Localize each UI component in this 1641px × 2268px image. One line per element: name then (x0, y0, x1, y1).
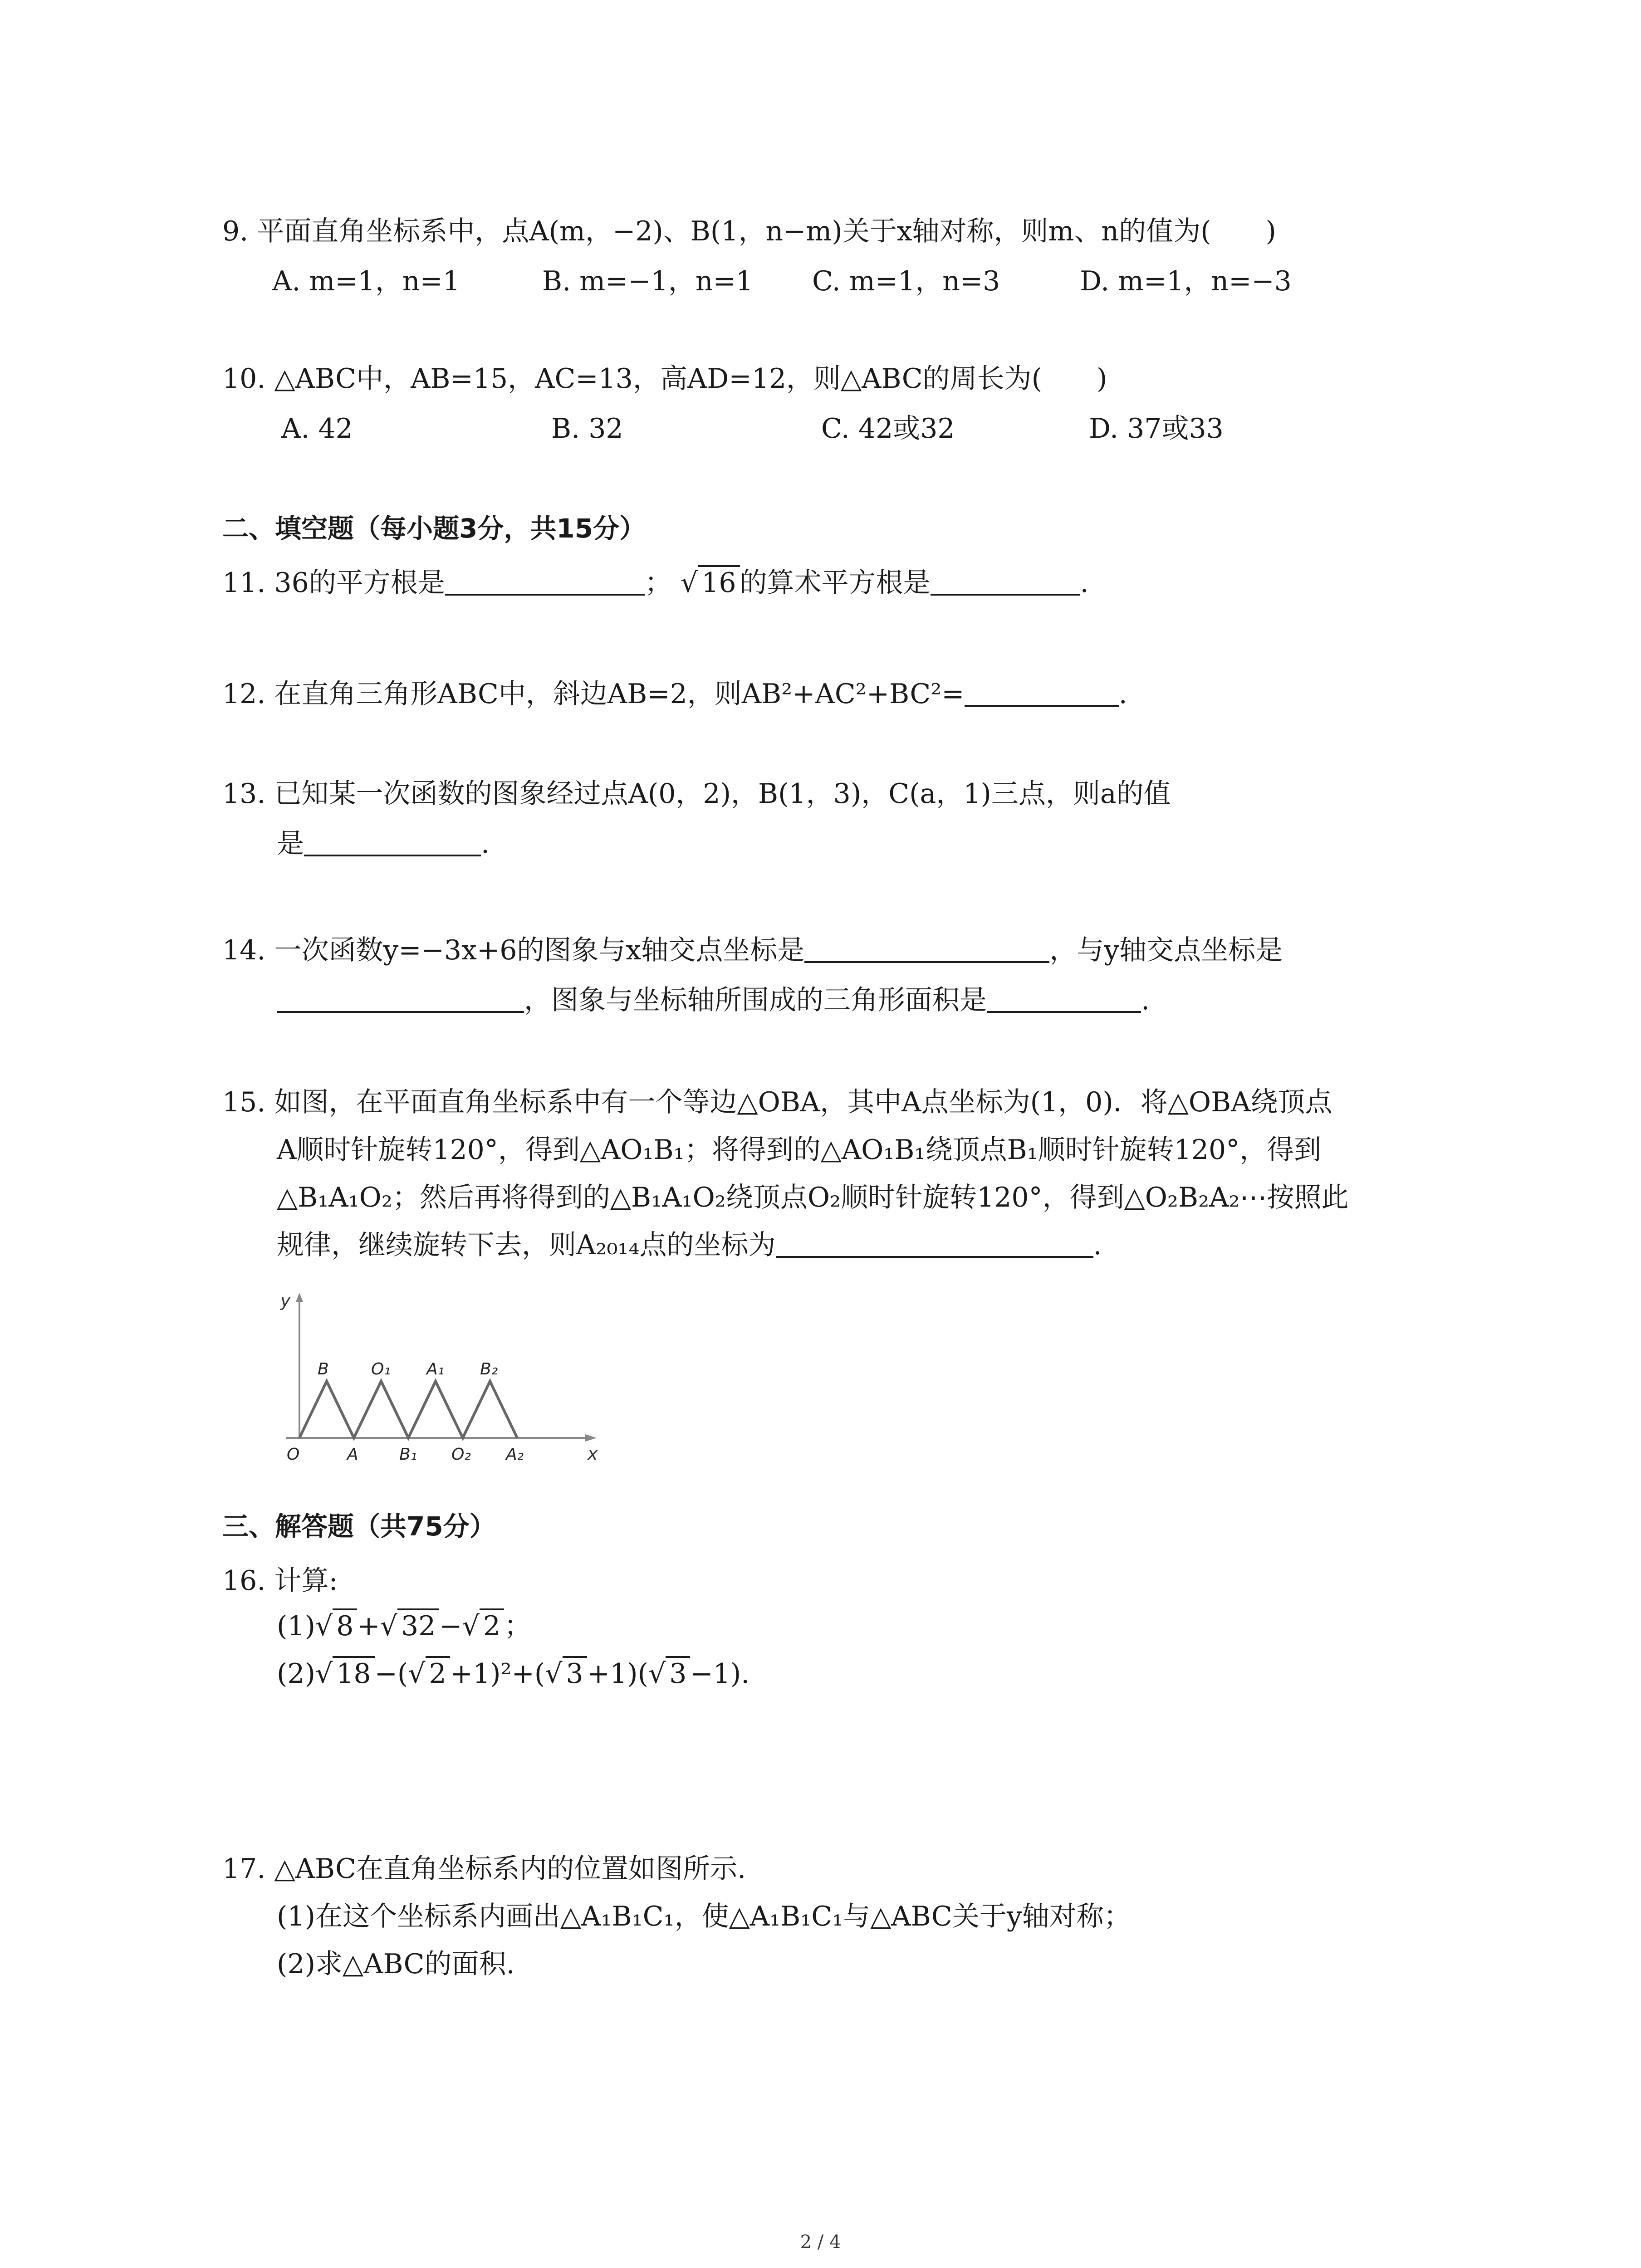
q9-option-b: B. m=−1，n=1 (542, 265, 753, 297)
q16-part-2 (277, 1656, 749, 1692)
q16-p2-mid-1: −( (374, 1658, 408, 1690)
q16-p1-op-1: + (357, 1610, 380, 1642)
q15-line-1: 15. 如图，在平面直角坐标系中有一个等边△OBA，其中A点坐标为(1，0)．将△OBA绕顶点 (222, 1086, 1332, 1118)
q13-line-1: 13. 已知某一次函数的图象经过点A(0，2)，B(1，3)，C(a，1)三点，则a的值 (222, 778, 1171, 810)
q13-text: 是 (277, 828, 304, 860)
q16-p1-sqrt-3: √ 2 (462, 1608, 504, 1644)
q10-option-a: A. 42 (281, 413, 353, 445)
q15-figure (268, 1288, 612, 1465)
q17-part-1: (1)在这个坐标系内画出△A₁B₁C₁，使△A₁B₁C₁与△ABC关于y轴对称； (277, 1901, 1131, 1932)
q16-p2-radicand-3: 3 (563, 1656, 587, 1690)
label-A: A (347, 1445, 358, 1464)
q11-end: . (1080, 567, 1089, 599)
q16-p1-label: (1) (277, 1610, 315, 1642)
q10-option-b: B. 32 (551, 413, 623, 445)
axis-label-x: x (588, 1444, 598, 1464)
q12 (222, 676, 1127, 712)
q14-line-1 (222, 932, 1283, 968)
axis-label-y: y (280, 1290, 291, 1310)
q13-line-2 (277, 826, 490, 862)
q14-text-2: ，与y轴交点坐标是 (1049, 934, 1283, 966)
q11-blank-2[interactable] (931, 566, 1080, 596)
q15-line-4 (277, 1227, 1102, 1263)
q15-blank[interactable] (776, 1228, 1093, 1258)
q9-stem: 9. 平面直角坐标系中，点A(m，−2)、B(1，n−m)关于x轴对称，则m、n的值为( ) (222, 215, 1276, 247)
q14-blank-3[interactable] (987, 983, 1141, 1013)
q14-text-1: 14. 一次函数y=−3x+6的图象与x轴交点坐标是 (222, 934, 805, 966)
q16-p1-radicand-1: 8 (333, 1608, 357, 1642)
q10-option-d: D. 37或33 (1089, 413, 1224, 445)
q16-title: 16. 计算: (222, 1565, 338, 1597)
q16-p1-radicand-3: 2 (480, 1608, 504, 1642)
q11-text-3: 的算术平方根是 (740, 567, 931, 599)
q15-text: 规律，继续旋转下去，则A₂₀₁₄点的坐标为 (277, 1229, 776, 1261)
q16-p2-radicand-4: 3 (666, 1656, 690, 1690)
q16-p1-sqrt-1: √ 8 (315, 1608, 357, 1644)
label-O2: O₂ (451, 1445, 471, 1464)
q10-option-c: C. 42或32 (821, 413, 955, 445)
q9-option-d: D. m=1，n=−3 (1080, 265, 1292, 297)
triangle-chain (299, 1381, 517, 1438)
y-axis-arrow (296, 1293, 303, 1302)
label-A2: A₂ (506, 1445, 524, 1464)
q12-blank[interactable] (965, 677, 1119, 707)
q15-line-2: A顺时针旋转120°，得到△AO₁B₁；将得到的△AO₁B₁绕顶点B₁顺时针旋转120°，得到 (277, 1134, 1322, 1166)
q9-option-a: A. m=1，n=1 (272, 265, 460, 297)
q15-line-3: △B₁A₁O₂；然后再将得到的△B₁A₁O₂绕顶点O₂顺时针旋转120°，得到△O₂B₂A₂⋯按照此 (277, 1182, 1349, 1213)
q11-blank-1[interactable] (445, 566, 645, 596)
q16-p1-op-2: − (439, 1610, 462, 1642)
q11-text-1: 11. 36的平方根是 (222, 567, 445, 599)
q9-option-c: C. m=1，n=3 (812, 265, 1000, 297)
label-B2: B₂ (480, 1360, 498, 1378)
q14-blank-2[interactable] (277, 983, 524, 1013)
q11-sqrt: √ 16 (681, 565, 740, 601)
q14-end: . (1141, 984, 1150, 1016)
q16-p2-sqrt-2: √ 2 (408, 1656, 450, 1692)
q16-p2-end: −1). (690, 1658, 750, 1690)
page-number: 2 / 4 (800, 2232, 841, 2253)
label-O: O (287, 1445, 300, 1464)
q11 (222, 565, 1089, 601)
q16-p2-sqrt-4: √ 3 (648, 1656, 690, 1692)
q16-p1-radicand-2: 32 (397, 1608, 439, 1642)
label-B1: B₁ (399, 1445, 417, 1464)
label-B: B (318, 1360, 329, 1378)
section-2-title: 二、填空题（每小题3分，共15分） (222, 513, 646, 544)
label-A1: A₁ (426, 1360, 445, 1378)
q12-text: 12. 在直角三角形ABC中，斜边AB=2，则AB²+AC²+BC²= (222, 678, 965, 710)
q16-p2-sqrt-1: √ 18 (315, 1656, 375, 1692)
q14-line-2 (277, 982, 1150, 1018)
q11-radicand: 16 (698, 565, 740, 599)
q17-part-2: (2)求△ABC的面积. (277, 1948, 515, 1980)
q10-stem: 10. △ABC中，AB=15，AC=13，高AD=12，则△ABC的周长为( ) (222, 363, 1107, 395)
label-O1: O₁ (371, 1360, 391, 1378)
q16-p2-radicand-2: 2 (426, 1656, 450, 1690)
q16-p1-end: ； (504, 1610, 531, 1642)
q13-blank[interactable] (304, 826, 481, 856)
q16-p2-label: (2) (277, 1658, 315, 1690)
q11-text-2: ； (644, 567, 672, 599)
q16-p2-sqrt-3: √ 3 (545, 1656, 587, 1692)
q12-end: . (1118, 678, 1127, 710)
q16-p2-radicand-1: 18 (333, 1656, 374, 1690)
q17-stem: 17. △ABC在直角坐标系内的位置如图所示. (222, 1853, 746, 1885)
q14-blank-1[interactable] (804, 933, 1049, 963)
q16-p1-sqrt-2: √ 32 (380, 1608, 440, 1644)
q16-part-1 (277, 1608, 531, 1644)
q16-p2-mid-2: +1)²+( (450, 1658, 545, 1690)
x-axis-arrow (585, 1434, 597, 1442)
q13-end: . (481, 828, 490, 860)
section-3-title: 三、解答题（共75分） (222, 1511, 496, 1542)
q15-end: . (1093, 1229, 1102, 1261)
q14-text-3: ，图象与坐标轴所围成的三角形面积是 (524, 984, 987, 1016)
q16-p2-mid-3: +1)( (587, 1658, 648, 1690)
